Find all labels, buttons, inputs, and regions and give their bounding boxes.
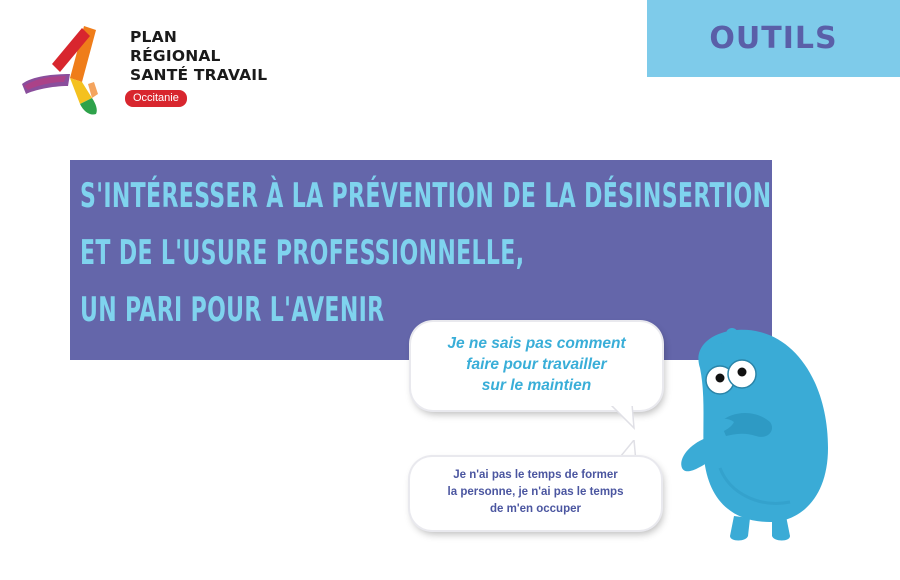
bubble-2-line-1: Je n'ai pas le temps de former	[453, 469, 618, 481]
title-line-1: S'INTÉRESSER À LA PRÉVENTION DE LA DÉSINSERTION	[80, 176, 772, 216]
speech-bubble-2	[410, 457, 661, 530]
bubble-1-line-3: sur le maintien	[481, 377, 592, 394]
category-tag-label: OUTILS	[709, 21, 838, 56]
logo-line-3: SANTÉ TRAVAIL	[130, 66, 268, 84]
bubble-2-line-2: la personne, je n'ai pas le temps	[447, 486, 624, 498]
page-title	[80, 168, 771, 339]
logo	[22, 24, 292, 116]
bubble-1-tail-icon	[608, 404, 636, 430]
blue-mascot-icon	[660, 318, 840, 548]
prst-logo-icon	[22, 24, 114, 116]
category-tag	[647, 0, 900, 77]
bubble-2-line-3: de m'en occuper	[490, 503, 581, 515]
speech-bubble-1	[411, 322, 662, 410]
bubble-1-line-2: faire pour travailler	[466, 356, 607, 373]
title-line-2: ET DE L'USURE PROFESSIONNELLE,	[80, 233, 525, 273]
region-badge: Occitanie	[125, 90, 187, 107]
logo-line-2: RÉGIONAL	[130, 47, 221, 65]
bubble-1-line-1: Je ne sais pas comment	[447, 335, 626, 352]
title-line-3: UN PARI POUR L'AVENIR	[80, 290, 385, 330]
logo-line-1: PLAN	[130, 28, 178, 46]
